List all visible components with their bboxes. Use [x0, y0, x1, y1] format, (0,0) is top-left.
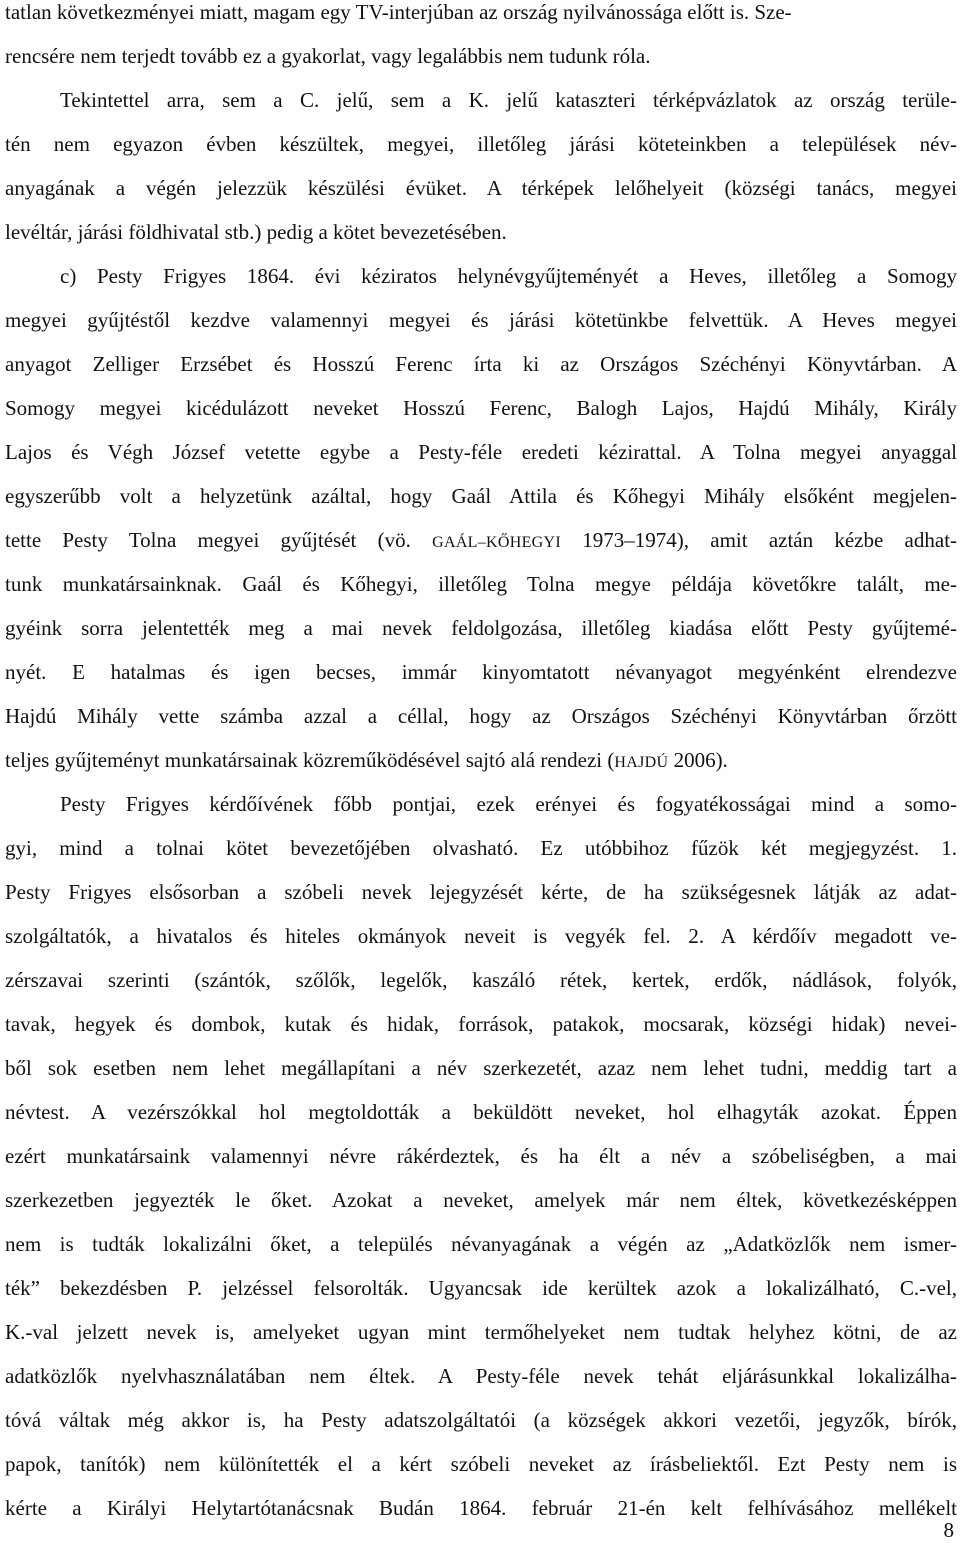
text-line: anyagának a végén jelezzük készülési évüket. A térképek lelőhelyeit (községi tanács, megyei [5, 176, 957, 200]
citation-author: HAJDÚ [614, 754, 669, 771]
text-line: ték” bekezdésben P. jelzéssel felsorolták. Ugyancsak ide kerültek azok a lokalizálható, C.-vel, [5, 1276, 957, 1300]
text-line: K.-val jelzett nevek is, amelyeket ugyan mint termőhelyeket nem tudtak helyhez kötni, de az [5, 1320, 957, 1344]
text-line: ezért munkatársaink valamennyi névre rákérdeztek, és ha élt a név a szóbeliségben, a mai [5, 1144, 957, 1168]
text-line: nem is tudták lokalizálni őket, a település névanyagának a végén az „Adatközlők nem ismer- [5, 1232, 957, 1256]
text-line: gyéink sorra jelentették meg a mai nevek feldolgozása, illetőleg kiadása előtt Pesty gyűjtemé- [5, 616, 957, 640]
citation-author: GAÁL–KŐHEGYI [432, 534, 562, 551]
text-line: egyszerűbb volt a helyzetünk azáltal, hogy Gaál Attila és Kőhegyi Mihály elsőként megjelen- [5, 484, 957, 508]
text-line: kérte a Királyi Helytartótanácsnak Budán 1864. február 21-én kelt felhívásához mellékelt [5, 1496, 957, 1520]
text-line: Tekintettel arra, sem a C. jelű, sem a K. jelű kataszteri térképvázlatok az ország terüle- [60, 88, 957, 112]
text-line [5, 520, 957, 560]
text-line: szolgáltatók, a hivatalos és hiteles okmányok neveit is vegyék fel. 2. A kérdőív megadott ve- [5, 924, 957, 948]
text-line: nyét. E hatalmas és igen becses, immár kinyomtatott névanyagot megyénként elrendezve [5, 660, 957, 684]
text-segment: tette Pesty Tolna megyei gyűjtését (vö. [5, 528, 411, 552]
text-line: szerkezetben jegyezték le őket. Azokat a neveket, amelyek már nem éltek, következésképpen [5, 1188, 957, 1212]
text-line: levéltár, járási földhivatal stb.) pedig a kötet bevezetésében. [5, 220, 507, 244]
page-number: 8 [943, 1518, 954, 1542]
text-line: tén nem egyazon évben készültek, megyei, illetőleg járási köteteinkben a települések név- [5, 132, 957, 156]
text-line: névtest. A vezérszókkal hol megtoldották a beküldött neveket, hol elhagyták azokat. Éppen [5, 1100, 957, 1124]
text-line: ből sok esetben nem lehet megállapítani a név szerkezetét, azaz nem lehet tudni, meddig tart a [5, 1056, 957, 1080]
text-line: tavak, hegyek és dombok, kutak és hidak, források, patakok, mocsarak, községi hidak) nevei- [5, 1012, 957, 1036]
text-line [5, 740, 957, 780]
text-segment: 2006). [673, 748, 728, 772]
text-segment: 1973–1974), amit aztán kézbe adhat- [582, 528, 957, 552]
text-line: tunk munkatársainknak. Gaál és Kőhegyi, illetőleg Tolna megye példája követőkre talált, me- [5, 572, 957, 596]
text-line: gyi, mind a tolnai kötet bevezetőjében olvasható. Ez utóbbihoz fűzök két megjegyzést. 1. [5, 836, 957, 860]
text-line: Hajdú Mihály vette számba azzal a céllal, hogy az Országos Széchényi Könyvtárban őrzött [5, 704, 957, 728]
text-line: tatlan következményei miatt, magam egy TV-interjúban az ország nyilvánossága előtt is. Sze- [5, 0, 792, 24]
text-line: Pesty Frigyes kérdőívének főbb pontjai, ezek erényei és fogyatékosságai mind a somo- [60, 792, 957, 816]
text-segment: teljes gyűjteményt munkatársainak közreműködésével sajtó alá rendezi ( [5, 748, 615, 772]
text-line: Somogy megyei kicédulázott neveket Hosszú Ferenc, Balogh Lajos, Hajdú Mihály, Király [5, 396, 957, 420]
text-line: Lajos és Végh József vetette egybe a Pesty-féle eredeti kézirattal. A Tolna megyei anyaggal [5, 440, 957, 464]
text-line: c) Pesty Frigyes 1864. évi kéziratos helynévgyűjteményét a Heves, illetőleg a Somogy [60, 264, 957, 288]
text-line: rencsére nem terjedt tovább ez a gyakorlat, vagy legalábbis nem tudunk róla. [5, 44, 651, 68]
text-line: anyagot Zelliger Erzsébet és Hosszú Ferenc írta ki az Országos Széchényi Könyvtárban. A [5, 352, 957, 376]
text-line: tóvá váltak még akkor is, ha Pesty adatszolgáltatói (a községek akkori vezetői, jegyzők, bírók, [5, 1408, 957, 1432]
text-line: Pesty Frigyes elsősorban a szóbeli nevek lejegyzését kérte, de ha szükségesnek látják az adat- [5, 880, 957, 904]
text-line: zérszavai szerinti (szántók, szőlők, legelők, kaszáló rétek, kertek, erdők, nádlások, folyók, [5, 968, 957, 992]
text-line: adatközlők nyelvhasználatában nem éltek. A Pesty-féle nevek tehát eljárásunkkal lokalizálha- [5, 1364, 957, 1388]
text-line: papok, tanítók) nem különítették el a kért szóbeli neveket az írásbeliektől. Ezt Pesty nem is [5, 1452, 957, 1476]
text-line: megyei gyűjtéstől kezdve valamennyi megyei és járási kötetünkbe felvettük. A Heves megyei [5, 308, 957, 332]
